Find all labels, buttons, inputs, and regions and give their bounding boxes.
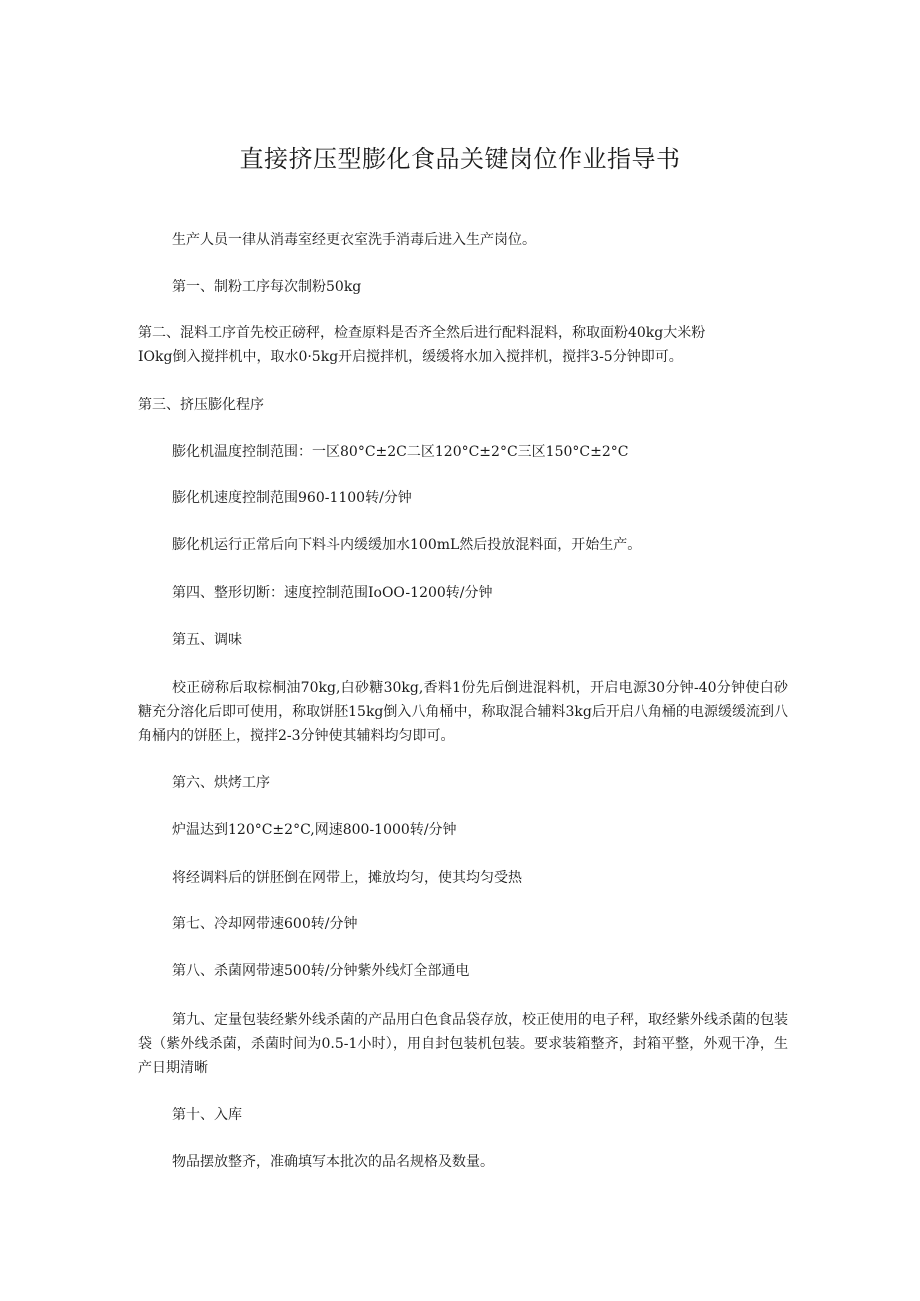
paragraph-step3: 第三、挤压膨化程序 (138, 397, 264, 413)
paragraph-intro: 生产人员一律从消毒室经更衣室洗手消毒后进入生产岗位。 (172, 232, 536, 248)
paragraph-step2-line1: 第二、混料工序首先校正磅秤，检查原料是否齐全然后进行配料混料，称取面粉40kg大米粉 (138, 325, 706, 341)
paragraph-step3-run: 膨化机运行正常后向下料斗内缓缓加水100mL然后投放混料面，开始生产。 (172, 537, 642, 553)
paragraph-step8: 第八、杀菌网带速500转/分钟紫外线灯全部通电 (172, 963, 470, 979)
document-title: 直接挤压型膨化食品关键岗位作业指导书 (239, 145, 681, 173)
paragraph-step4: 第四、整形切断：速度控制范围IoOO-1200转/分钟 (172, 585, 493, 601)
paragraph-step10-detail: 物品摆放整齐，准确填写本批次的品名规格及数量。 (172, 1154, 494, 1170)
paragraph-step7: 第七、冷却网带速600转/分钟 (172, 916, 358, 932)
paragraph-step5: 第五、调味 (172, 632, 242, 648)
paragraph-step6-detail: 将经调料后的饼胚倒在网带上，摊放均匀，使其均匀受热 (172, 870, 522, 886)
paragraph-step6-temp: 炉温达到120°C±2°C,网速800-1000转/分钟 (172, 822, 457, 838)
paragraph-step2-line2: IOkg倒入搅拌机中，取水0·5kg开启搅拌机，缓缓将水加入搅拌机，搅拌3-5分钟即可。 (138, 349, 683, 365)
paragraph-step3-speed: 膨化机速度控制范围960-1100转/分钟 (172, 490, 412, 506)
paragraph-step5-detail: 校正磅称后取棕桐油70kg,白砂糖30kg,香料1份先后倒进混料机，开启电源30分钟-40分钟使白砂糖充分溶化后即可使用，称取饼胚15kg倒入八角桶中，称取混合辅料3kg后开启八角桶的电源缓缓流到八角桶内的饼胚上，搅拌2-3分钟使其辅料均匀即可。 (138, 680, 788, 744)
paragraph-step1: 第一、制粉工序每次制粉50kg (172, 279, 362, 295)
paragraph-step3-temp: 膨化机温度控制范围：一区80°C±2C二区120°C±2°C三区150°C±2°C (172, 444, 629, 460)
paragraph-step9: 第九、定量包装经紫外线杀菌的产品用白色食品袋存放，校正使用的电子秤，取经紫外线杀菌的包装袋（紫外线杀菌，杀菌时间为0.5-1小时），用自封包装机包装。要求装箱整齐，封箱平整，外观干净，生产日期清晰 (138, 1012, 788, 1076)
paragraph-step6: 第六、烘烤工序 (172, 775, 270, 791)
paragraph-step10: 第十、入库 (172, 1107, 242, 1123)
